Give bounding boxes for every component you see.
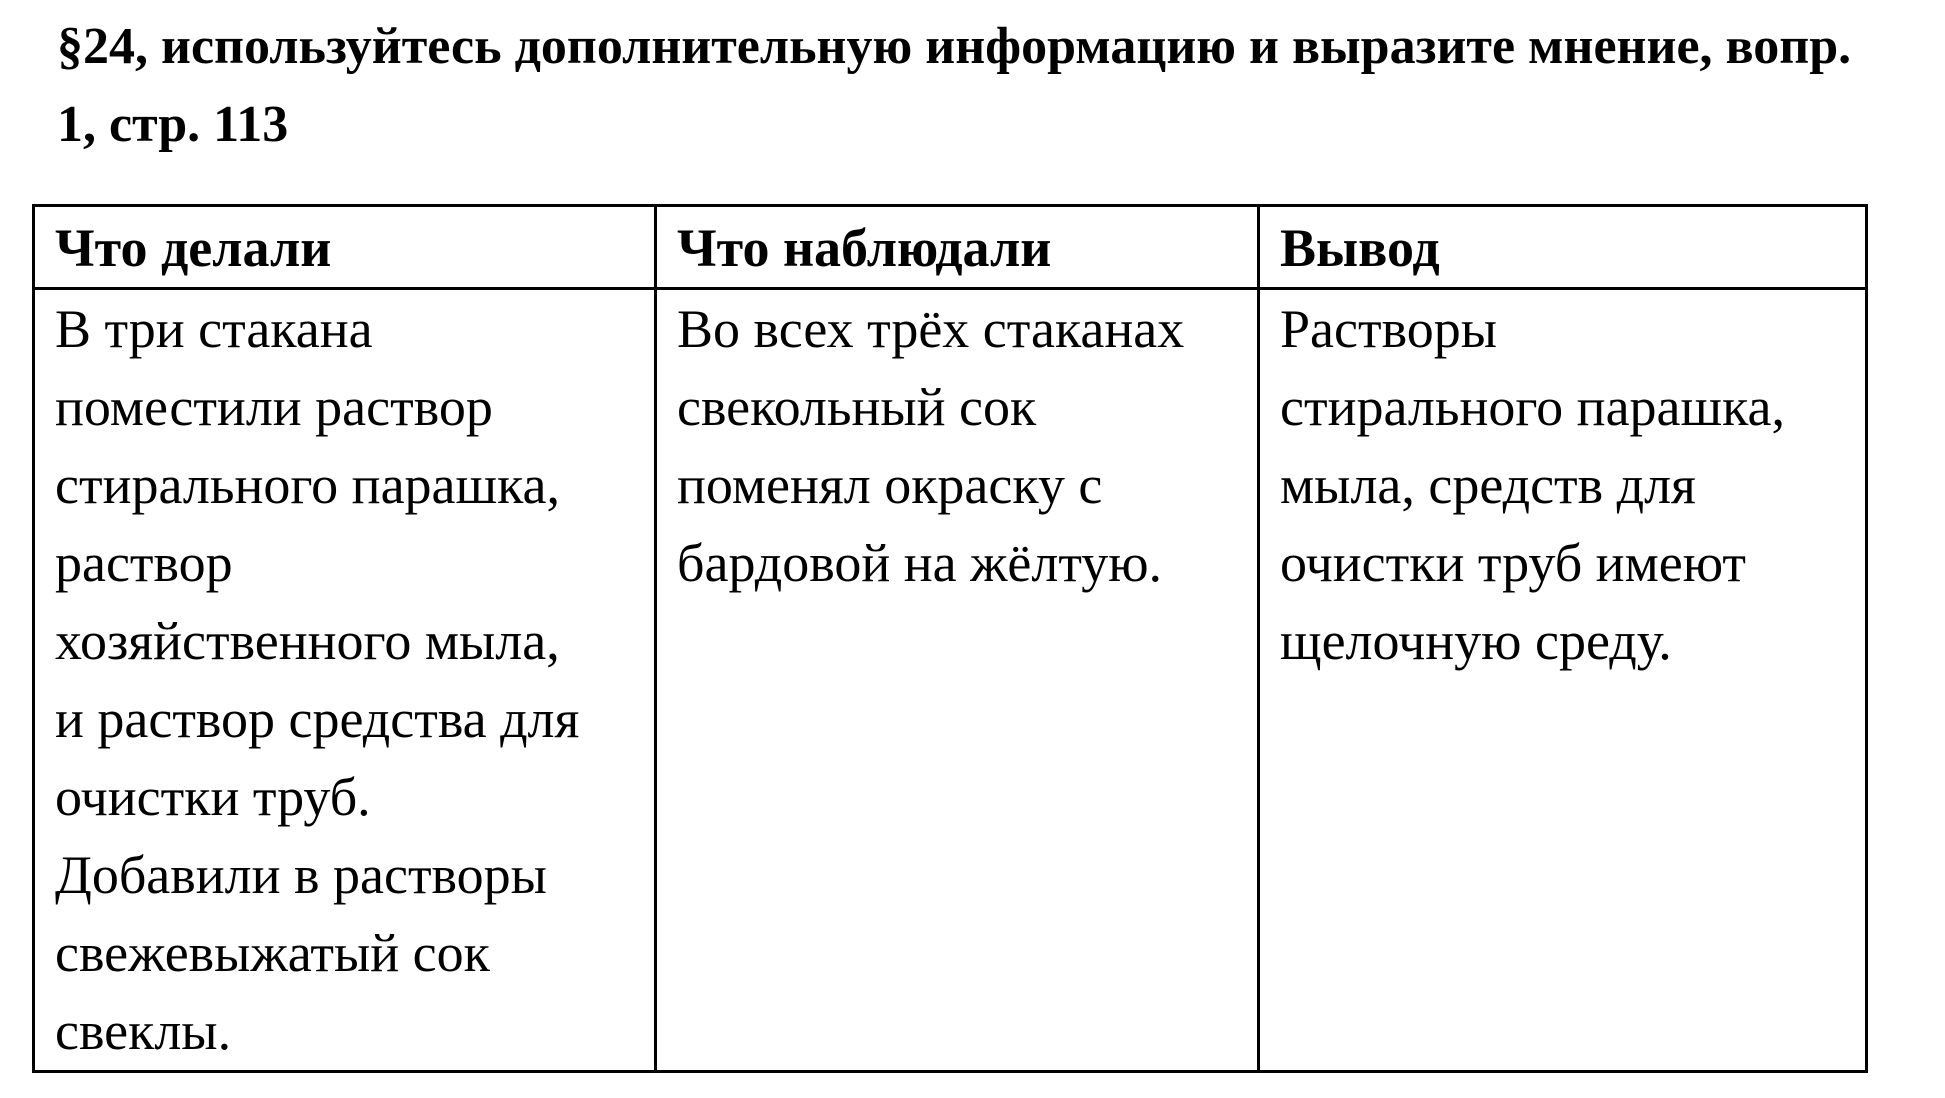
cell-observations: Во всех трёх стаканах свекольный сок поменял окраску с бардовой на жёлтую. xyxy=(656,289,1259,1072)
column-header-observations: Что наблюдали xyxy=(656,206,1259,289)
cell-actions: В три стакана поместили раствор стирального парашка, раствор хозяйственного мыла, и раствор средства для очистки труб. Добавили в растворы свежевыжатый сок свеклы. xyxy=(34,289,656,1072)
column-header-conclusion: Вывод xyxy=(1259,206,1867,289)
table-row xyxy=(34,289,1867,1072)
page-title: §24, используйтесь дополнительную информацию и выразите мнение, вопр. 1, стр. 113 xyxy=(57,18,1852,153)
cell-conclusion: Растворы стирального парашка, мыла, средств для очистки труб имеют щелочную среду. xyxy=(1259,289,1867,1072)
table-header-row xyxy=(34,206,1867,289)
column-header-actions: Что делали xyxy=(34,206,656,289)
experiment-table xyxy=(32,204,1868,1073)
